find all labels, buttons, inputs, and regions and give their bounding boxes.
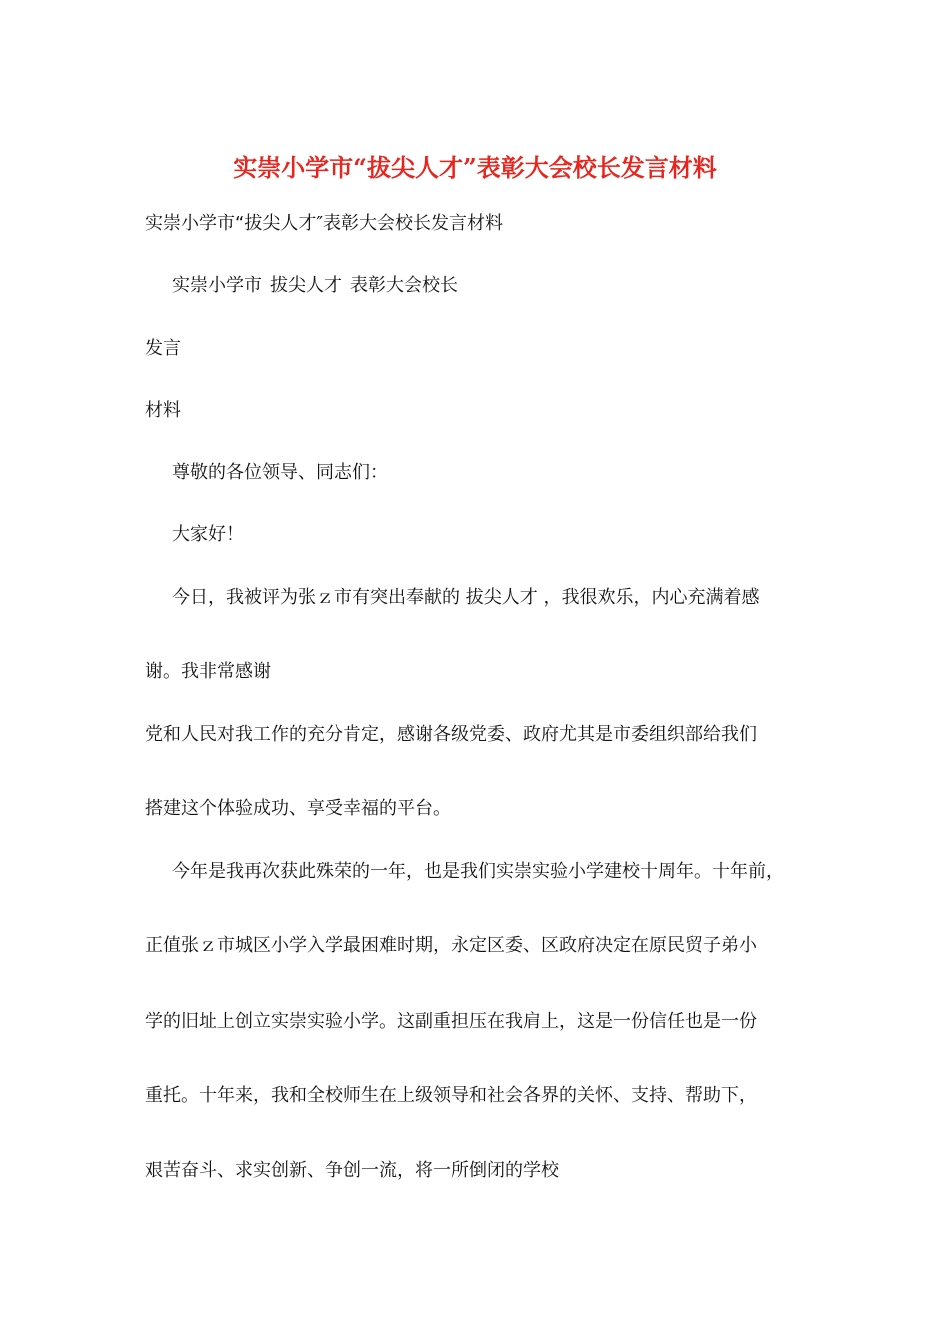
heading-part-ceremony: 表彰大会校长 (350, 275, 458, 296)
paragraph2-line: 学的旧址上创立实崇实验小学。这副重担压在我肩上，这是一份信任也是一份 (145, 1011, 757, 1032)
paragraph2-line: 艰苦奋斗、求实创新、争创一流，将一所倒闭的学校 (145, 1160, 559, 1181)
paragraph2-line: 正值张ｚ市城区小学入学最困难时期，永定区委、区政府决定在原民贸子弟小 (145, 935, 757, 956)
heading-line-2: 发言 (145, 338, 181, 359)
paragraph1-line: 搭建这个体验成功、享受幸福的平台。 (145, 798, 451, 819)
heading-part-talent: 拔尖人才 (270, 275, 342, 296)
subtitle-line: 实崇小学市“拔尖人才″表彰大会校长发言材料 (145, 213, 504, 234)
document-title: 实崇小学市“拔尖人才”表彰大会校长发言材料 (233, 153, 717, 182)
paragraph1-line: 党和人民对我工作的充分肯定，感谢各级党委、政府尤其是市委组织部给我们 (145, 724, 757, 745)
paragraph2-line: 重托。十年来，我和全校师生在上级领导和社会各界的关怀、支持、帮助下， (145, 1085, 757, 1106)
heading-line-1 (172, 272, 458, 300)
salutation: 尊敬的各位领导、同志们： (172, 462, 388, 483)
heading-part-school: 实崇小学市 (172, 275, 262, 296)
paragraph1-line: 谢。我非常感谢 (145, 661, 271, 682)
greeting: 大家好！ (172, 524, 244, 545)
paragraph2-line: 今年是我再次获此殊荣的一年，也是我们实崇实验小学建校十周年。十年前， (172, 861, 784, 882)
heading-line-3: 材料 (145, 400, 181, 421)
paragraph1-line: 今日，我被评为张ｚ市有突出奉献的 拔尖人才 ，我很欢乐，内心充满着感 (172, 587, 760, 608)
